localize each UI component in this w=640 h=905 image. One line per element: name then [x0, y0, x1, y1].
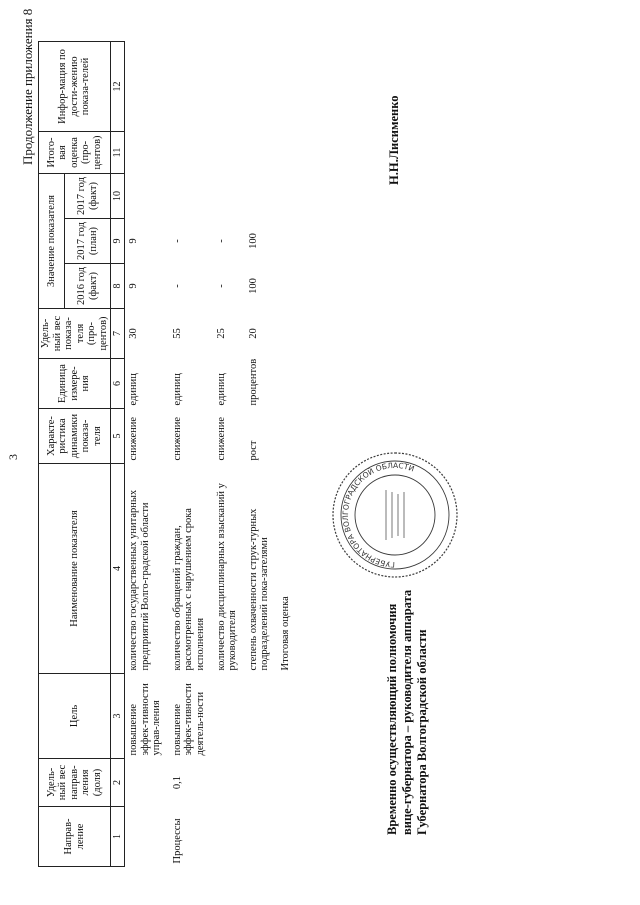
- cell-indicator-weight: 25: [215, 328, 227, 339]
- cell-indicator-weight: 20: [247, 328, 259, 339]
- cell-2017-fact: [125, 173, 169, 218]
- col-number: 3: [111, 674, 125, 759]
- cell-final: [213, 131, 245, 173]
- cell-dynamics: рост: [247, 440, 259, 461]
- cell-2017-fact: [277, 173, 298, 218]
- cell-info: [169, 41, 213, 131]
- cell-info: [277, 41, 298, 131]
- signer-position-line: Временно осуществляющий полномочия: [385, 603, 399, 835]
- cell-direction: [125, 807, 169, 867]
- cell-2017-plan: -: [215, 239, 227, 243]
- cell-goal: повышение эффек-тивности деятель-ности: [171, 683, 207, 756]
- header-info: Инфор-мация по дости-жению показа-телей: [39, 41, 111, 131]
- cell-dynamics: [277, 409, 298, 464]
- cell-weight: [125, 759, 169, 807]
- cell-direction: [277, 807, 298, 867]
- cell-unit: единиц: [171, 373, 183, 406]
- cell-dynamics: снижение: [171, 416, 183, 461]
- header-unit: Единица измере-ния: [39, 359, 111, 409]
- col-number: 6: [111, 359, 125, 409]
- cell-indicator-weight: 55: [171, 328, 183, 339]
- cell-weight: [277, 759, 298, 807]
- cell-2016: 100: [247, 278, 259, 294]
- indicators-table: [38, 41, 297, 867]
- table-row: [277, 41, 298, 866]
- cell-2017-fact: [213, 173, 245, 218]
- cell-weight: 0,1: [171, 775, 183, 790]
- cell-2016: 9: [128, 283, 140, 289]
- col-number: 11: [111, 131, 125, 173]
- header-direction: Направ-ление: [39, 807, 111, 867]
- header-goal: Цель: [39, 674, 111, 759]
- cell-unit: единиц: [215, 373, 227, 406]
- cell-info: [213, 41, 245, 131]
- header-2016: 2016 год (факт): [64, 264, 110, 309]
- cell-2017-fact: [245, 173, 277, 218]
- continuation-label: Продолжение приложения 8: [20, 8, 35, 165]
- table-row: [125, 41, 169, 866]
- table-row: [213, 41, 245, 866]
- signature-block: [385, 590, 430, 835]
- cell-direction: [213, 807, 245, 867]
- table-row: [245, 41, 277, 866]
- cell-2017-plan: 100: [247, 233, 259, 249]
- header-dynamics: Характе-ристика динамики показа-теля: [39, 409, 111, 464]
- col-number: 9: [111, 219, 125, 264]
- header-2017-fact: 2017 год (факт): [64, 173, 110, 218]
- cell-goal: [213, 674, 245, 759]
- page-number: 3: [6, 454, 20, 460]
- cell-weight: [213, 759, 245, 807]
- cell-info: [245, 41, 277, 131]
- cell-2017-plan: [277, 219, 298, 264]
- col-number: 2: [111, 759, 125, 807]
- signer-name: Н.Н.Лисименко: [387, 95, 401, 185]
- cell-direction: [245, 807, 277, 867]
- cell-weight: [245, 759, 277, 807]
- cell-indicator-weight: [277, 309, 298, 359]
- cell-final: [125, 131, 169, 173]
- cell-unit: единиц: [128, 373, 140, 406]
- table-header: [39, 41, 111, 866]
- cell-dynamics: снижение: [215, 416, 227, 461]
- cell-2017-plan: -: [171, 239, 183, 243]
- signer-position-line: вице-губернатора – руководителя аппарата: [400, 589, 414, 835]
- cell-direction: Процессы: [171, 818, 183, 864]
- col-number: 1: [111, 807, 125, 867]
- cell-final: [245, 131, 277, 173]
- table-body: [125, 41, 298, 866]
- seal-ring-text: ГУБЕРНАТОРА ВОЛГОГРАДСКОЙ ОБЛАСТИ: [340, 460, 416, 570]
- cell-goal: [277, 674, 298, 759]
- cell-final: [277, 131, 298, 173]
- cell-2017-plan: 9: [128, 238, 140, 244]
- column-numbers: [111, 41, 125, 866]
- cell-indicator-weight: 30: [128, 328, 140, 339]
- col-number: 7: [111, 309, 125, 359]
- cell-goal: [245, 674, 277, 759]
- cell-info: [125, 41, 169, 131]
- col-number: 10: [111, 173, 125, 218]
- header-weight: Удель-ный вес направ-ления (доля): [39, 759, 111, 807]
- signer-position-line: Губернатора Волгоградской области: [415, 629, 429, 835]
- cell-unit: процентов: [247, 358, 259, 406]
- cell-indicator-name: количество обращений граждан, рассмотренных с нарушением срока исполнения: [171, 508, 207, 671]
- cell-indicator-name: степень охваченности струк-турных подразделений пока-зателями: [247, 508, 271, 671]
- header-indicator-name: Наименование показателя: [39, 464, 111, 674]
- col-number: 4: [111, 464, 125, 674]
- cell-2017-fact: [169, 173, 213, 218]
- header-2017-plan: 2017 год (план): [64, 219, 110, 264]
- cell-final: [169, 131, 213, 173]
- cell-2016: -: [215, 284, 227, 288]
- cell-2016: [277, 264, 298, 309]
- col-number: 8: [111, 264, 125, 309]
- table-row: [169, 41, 213, 866]
- cell-dynamics: снижение: [128, 416, 140, 461]
- header-indicator-weight: Удель-ный вес показа-теля (про-центов): [39, 309, 111, 359]
- header-value-group: Значение показателя: [39, 173, 65, 308]
- col-number: 12: [111, 41, 125, 131]
- official-seal: [330, 450, 460, 580]
- header-final: Итого-вая оценка (про-центов): [39, 131, 111, 173]
- cell-total-label: Итоговая оценка: [279, 596, 291, 671]
- cell-unit: [277, 359, 298, 409]
- cell-2016: -: [171, 284, 183, 288]
- col-number: 5: [111, 409, 125, 464]
- cell-goal: повышение эффек-тивности управ-ления: [128, 683, 163, 756]
- cell-indicator-name: количество государственных унитарных предприятий Волго-градской области: [128, 489, 151, 671]
- cell-indicator-name: количество дисциплинарных взысканий у руководителя: [215, 483, 239, 671]
